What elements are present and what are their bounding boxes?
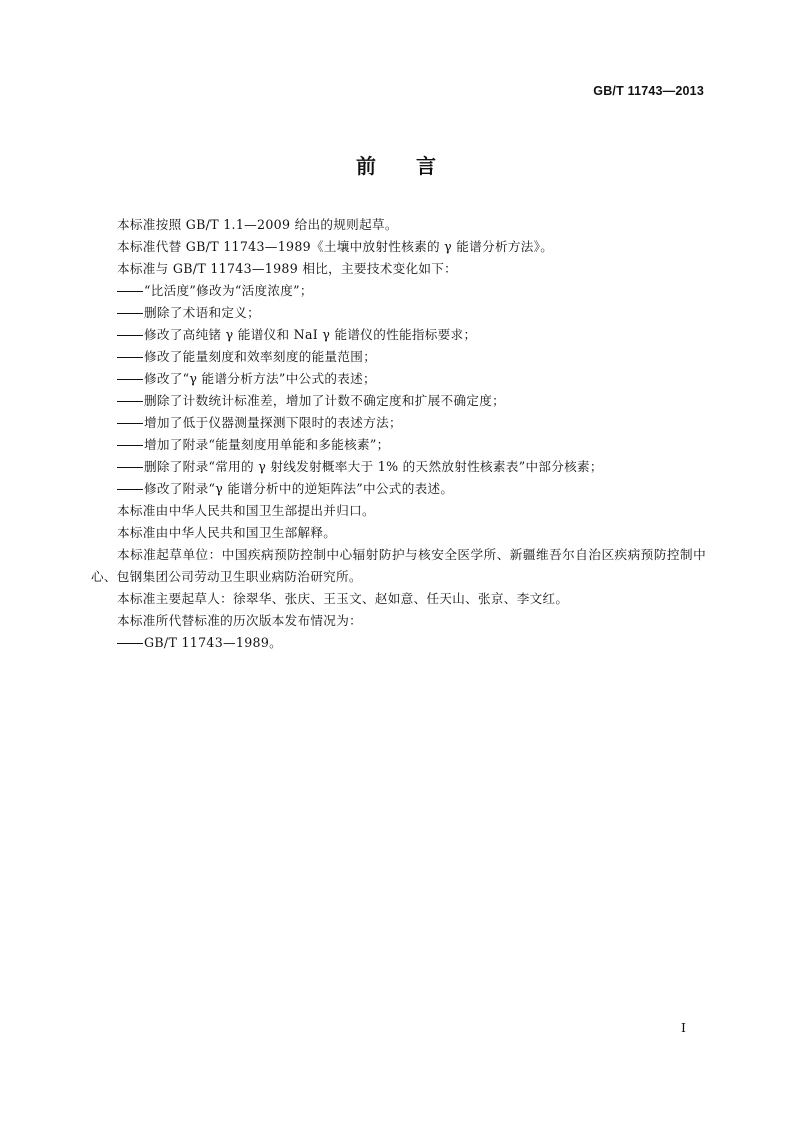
paragraph: 本标准与 GB/T 11743—1989 相比，主要技术变化如下： xyxy=(117,261,458,276)
change-list-item: 增加了附录“能量刻度用单能和多能核素”； xyxy=(91,434,706,456)
dash-mark xyxy=(117,379,143,380)
paragraph: 本标准按照 GB/T 1.1—2009 给出的规则起草。 xyxy=(117,217,398,232)
dash-mark xyxy=(117,401,143,402)
version-history-item: GB/T 11743—1989。 xyxy=(91,632,706,654)
dash-mark xyxy=(117,291,143,292)
dash-mark xyxy=(117,335,143,336)
page-title xyxy=(0,150,794,179)
change-list-item: “比活度”修改为“活度浓度”； xyxy=(91,280,706,302)
dash-mark xyxy=(117,445,143,446)
paragraph: 本标准代替 GB/T 11743—1989《土壤中放射性核素的 γ 能谱分析方法》。 xyxy=(117,239,554,254)
change-list-item: 修改了附录“γ 能谱分析中的逆矩阵法”中公式的表述。 xyxy=(91,478,706,500)
page-title-part2: 言 xyxy=(416,154,438,178)
paragraph: 本标准由中华人民共和国卫生部提出并归口。 xyxy=(117,503,375,518)
change-list-item: 删除了计数统计标准差，增加了计数不确定度和扩展不确定度； xyxy=(91,390,706,412)
page-title-part1: 前 xyxy=(356,154,378,178)
dash-mark xyxy=(117,357,143,358)
page-number: I xyxy=(681,1020,686,1035)
foreword-body xyxy=(91,214,706,654)
standard-number: GB/T 11743—2013 xyxy=(593,84,704,98)
change-list-item: 删除了术语和定义； xyxy=(91,302,706,324)
paragraph: 本标准由中华人民共和国卫生部解释。 xyxy=(117,525,337,540)
paragraph: 本标准起草单位：中国疾病预防控制中心辐射防护与核安全医学所、新疆维吾尔自治区疾病预防控制中心、包钢集团公司劳动卫生职业病防治研究所。 xyxy=(91,547,706,584)
change-list-item: 修改了高纯锗 γ 能谱仪和 NaI γ 能谱仪的性能指标要求； xyxy=(91,324,706,346)
change-list-item: 增加了低于仪器测量探测下限时的表述方法； xyxy=(91,412,706,434)
dash-mark xyxy=(117,313,143,314)
change-list-item: 修改了“γ 能谱分析方法”中公式的表述； xyxy=(91,368,706,390)
dash-mark xyxy=(117,467,143,468)
change-list-item: 删除了附录“常用的 γ 射线发射概率大于 1% 的天然放射性核素表”中部分核素； xyxy=(91,456,706,478)
dash-mark xyxy=(117,489,143,490)
change-list-item: 修改了能量刻度和效率刻度的能量范围； xyxy=(91,346,706,368)
dash-mark xyxy=(117,423,143,424)
dash-mark xyxy=(117,643,143,644)
paragraph: 本标准所代替标准的历次版本发布情况为： xyxy=(117,613,362,628)
paragraph: 本标准主要起草人：徐翠华、张庆、王玉文、赵如意、任天山、张京、李文红。 xyxy=(117,591,569,606)
